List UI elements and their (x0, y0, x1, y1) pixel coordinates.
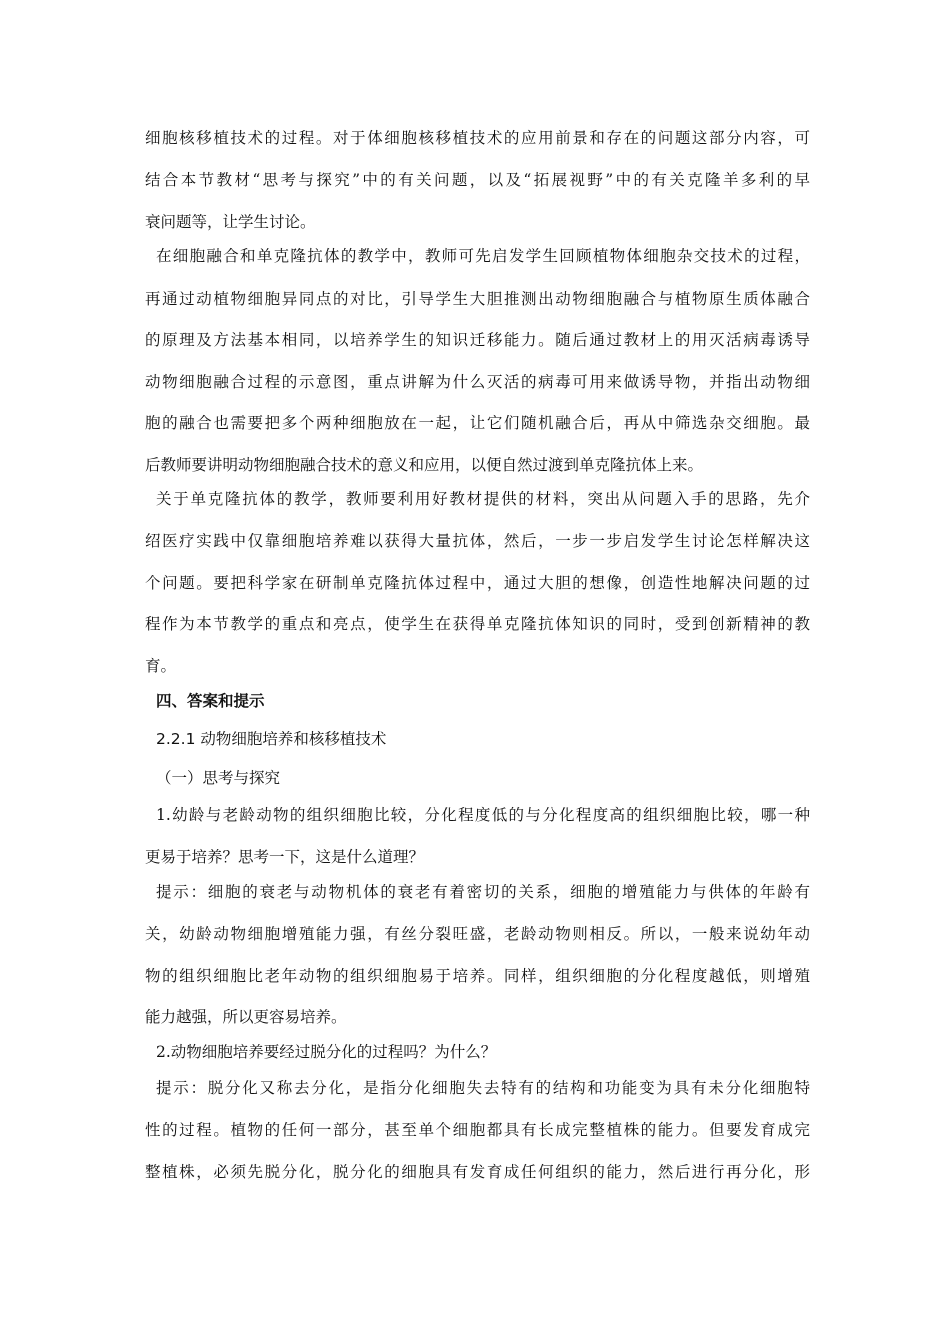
paragraph-line: 的原理及方法基本相同，以培养学生的知识迁移能力。随后通过教材上的用灭活病毒诱导 (145, 331, 810, 349)
paragraph-line: 胞的融合也需要把多个两种细胞放在一起，让它们随机融合后，再从中筛选杂交细胞。最 (145, 414, 810, 432)
paragraph-line: 后教师要讲明动物细胞融合技术的意义和应用，以便自然过渡到单克隆抗体上来。 (145, 456, 704, 474)
paragraph-line: 个问题。要把科学家在研制单克隆抗体过程中，通过大胆的想像，创造性地解决问题的过 (145, 574, 810, 592)
answer-line: 性的过程。植物的任何一部分，甚至单个细胞都具有长成完整植株的能力。但要发育成完 (145, 1121, 810, 1139)
question-line: 更易于培养？思考一下，这是什么道理？ (145, 848, 425, 866)
paragraph-line: 育。 (145, 657, 177, 675)
paragraph-line: 绍医疗实践中仅靠细胞培养难以获得大量抗体，然后，一步一步启发学生讨论怎样解决这 (145, 532, 810, 550)
answer-line: 提示：细胞的衰老与动物机体的衰老有着密切的关系，细胞的增殖能力与供体的年龄有 (156, 883, 810, 901)
paragraph-line: 衰问题等，让学生讨论。 (145, 213, 316, 231)
answer-line: 能力越强，所以更容易培养。 (145, 1008, 347, 1026)
subsection-heading: 2.2.1 动物细胞培养和核移植技术 (156, 730, 387, 748)
paragraph-line: 动物细胞融合过程的示意图，重点讲解为什么灭活的病毒可用来做诱导物，并指出动物细 (145, 373, 810, 391)
answer-line: 关，幼龄动物细胞增殖能力强，有丝分裂旺盛，老龄动物则相反。所以，一般来说幼年动 (145, 925, 810, 943)
paragraph-line: 关于单克隆抗体的教学，教师要利用好教材提供的材料，突出从问题入手的思路，先介 (156, 490, 810, 508)
answer-line: 整植株，必须先脱分化，脱分化的细胞具有发育成任何组织的能力，然后进行再分化，形 (145, 1163, 810, 1181)
paragraph-line: 结合本节教材“思考与探究”中的有关问题，以及“拓展视野”中的有关克隆羊多利的早 (145, 171, 810, 189)
paragraph-line: 程作为本节教学的重点和亮点，使学生在获得单克隆抗体知识的同时，受到创新精神的教 (145, 615, 810, 633)
paragraph-line: 在细胞融合和单克隆抗体的教学中，教师可先启发学生回顾植物体细胞杂交技术的过程， (156, 247, 810, 265)
answer-line: 物的组织细胞比老年动物的组织细胞易于培养。同样，组织细胞的分化程度越低，则增殖 (145, 967, 810, 985)
paragraph-line: 细胞核移植技术的过程。对于体细胞核移植技术的应用前景和存在的问题这部分内容，可 (145, 129, 810, 147)
paragraph-line: 再通过动植物细胞异同点的对比，引导学生大胆推测出动物细胞融合与植物原生质体融合 (145, 290, 810, 308)
answer-line: 提示：脱分化又称去分化，是指分化细胞失去特有的结构和功能变为具有未分化细胞特 (156, 1079, 810, 1097)
question-line: 2.动物细胞培养要经过脱分化的过程吗？为什么？ (156, 1043, 497, 1061)
subsection-heading: （一）思考与探究 (156, 769, 281, 787)
section-heading: 四、答案和提示 (156, 692, 265, 710)
question-line: 1.幼龄与老龄动物的组织细胞比较，分化程度低的与分化程度高的组织细胞比较，哪一种 (156, 806, 810, 824)
